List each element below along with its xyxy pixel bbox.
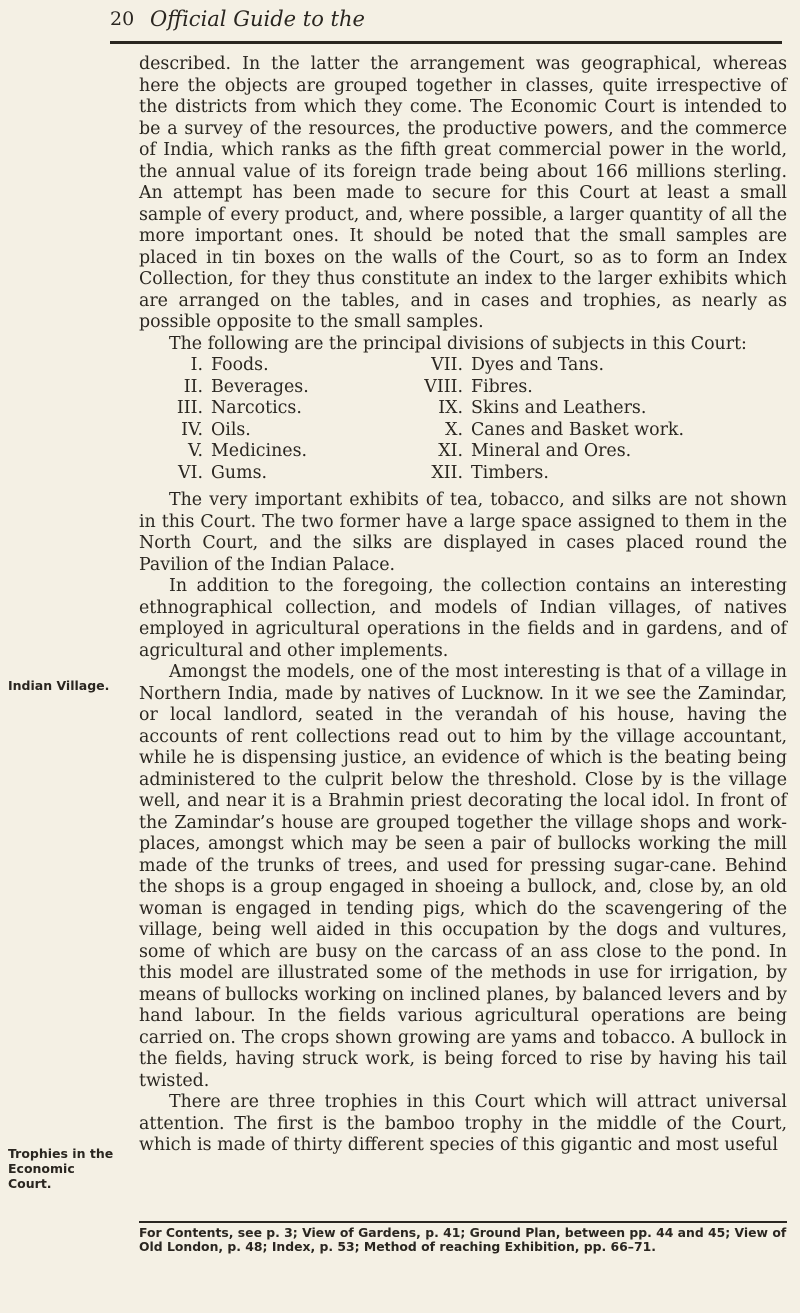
division-item [419, 463, 799, 485]
division-number: IX. [438, 398, 463, 418]
division-number: VII. [431, 355, 463, 375]
division-number: V. [187, 441, 203, 461]
footer-rule [139, 1221, 787, 1223]
margin-note-trophies: Trophies in the Economic Court. [8, 1146, 114, 1191]
division-name: Timbers. [471, 462, 549, 483]
division-item [159, 463, 419, 485]
division-number: II. [183, 376, 203, 397]
division-name: Dyes and Tans. [471, 355, 605, 375]
division-number: III. [176, 398, 203, 418]
margin-note-indian-village: Indian Village. [8, 678, 110, 693]
division-item [159, 377, 419, 399]
division-item [419, 377, 799, 399]
division-item [419, 420, 799, 442]
divisions-list [159, 355, 787, 484]
page-number: 20 [110, 8, 135, 30]
paragraph: There are three trophies in this Court which will attract universal attention. The first is the bamboo trophy in the middle of the Court, which is made of thirty different species of this gigantic and most useful [139, 1092, 787, 1155]
division-name: Narcotics. [211, 398, 302, 418]
division-item [159, 441, 419, 463]
division-name: Canes and Basket work. [471, 419, 685, 440]
division-number: VIII. [424, 376, 463, 397]
division-name: Fibres. [471, 376, 533, 397]
header-rule [110, 41, 782, 44]
division-number: XII. [431, 462, 463, 483]
division-number: XI. [438, 441, 463, 461]
division-item [419, 355, 799, 377]
division-number: VI. [178, 462, 203, 483]
paragraph: In addition to the foregoing, the collection contains an interesting ethnographical collection, and models of Indian villages, of natives employed in agricultural operations in the fields and in gardens, and of agricultural and other implements. [139, 576, 787, 661]
paragraph: described. In the latter the arrangement was geographical, whereas here the objects are grouped together in classes, quite irrespective of the districts from which they come. The Economic Court is intended to be a survey of the resources, the productive powers, and the commerce of India, which ranks as the fifth great commercial power in the world, the annual value of its foreign trade being about 166 millions sterling. An attempt has been made to secure for this Court at least a small sample of every product, and, where possible, a larger quantity of all the more important ones. It should be noted that the small samples are placed in tin boxes on the walls of the Court, so as to form an Index Collection, for they thus constitute an index to the larger exhibits which are arranged on the tables, and in cases and trophies, as nearly as possible opposite to the small samples. [139, 54, 787, 332]
running-title: Official Guide to the [150, 7, 365, 31]
footer-note: For Contents, see p. 3; View of Gardens, p. 41; Ground Plan, between pp. 44 and 45; View of Old London, p. 48; Index, p. 53; Method of reaching Exhibition, pp. 66–71. [139, 1225, 787, 1254]
page-header [110, 8, 782, 46]
body-text [139, 54, 787, 1157]
division-number: IV. [181, 419, 203, 440]
division-number: X. [445, 419, 463, 440]
division-name: Mineral and Ores. [471, 441, 632, 461]
division-name: Foods. [211, 355, 269, 375]
division-item [159, 398, 419, 420]
paragraph: Amongst the models, one of the most interesting is that of a village in Northern India, made by natives of Lucknow. In it we see the Zamindar, or local landlord, seated in the verandah of his house, having the accounts of rent collections read out to him by the village accountant, while he is dispensing justice, an evidence of which is the beating being administered to the culprit below the threshold. Close by is the village well, and near it is a Brahmin priest decorating the local idol. In front of the Zamindar’s house are grouped together the village shops and work-places, amongst which may be seen a pair of bullocks working the mill made of the trunks of trees, and used for pressing sugar-cane. Behind the shops is a group engaged in shoeing a bullock, and, close by, an old woman is engaged in tending pigs, which do the scavengering of the village, being well aided in this occupation by the dogs and vultures, some of which are busy on the carcass of an ass close to the pond. In this model are illustrated some of the methods in use for irrigation, by means of bullocks working on inclined planes, by balanced levers and by hand labour. In the fields various agricultural operations are being carried on. The crops shown growing are yams and tobacco. A bullock in the fields, having struck work, is being forced to rise by having his tail twisted. [139, 662, 787, 1091]
division-name: Skins and Leathers. [471, 398, 647, 418]
division-item [419, 398, 799, 420]
division-name: Oils. [211, 419, 251, 440]
division-item [159, 420, 419, 442]
division-item [159, 355, 419, 377]
division-item [419, 441, 799, 463]
division-number: I. [190, 355, 203, 375]
division-name: Beverages. [211, 376, 309, 397]
division-name: Gums. [211, 462, 268, 483]
division-name: Medicines. [211, 441, 308, 461]
paragraph: The following are the principal divisions of subjects in this Court: [169, 333, 747, 354]
paragraph: The very important exhibits of tea, tobacco, and silks are not shown in this Court. The two former have a large space assigned to them in the North Court, and the silks are displayed in cases placed round the Pavilion of the Indian Palace. [139, 490, 787, 575]
